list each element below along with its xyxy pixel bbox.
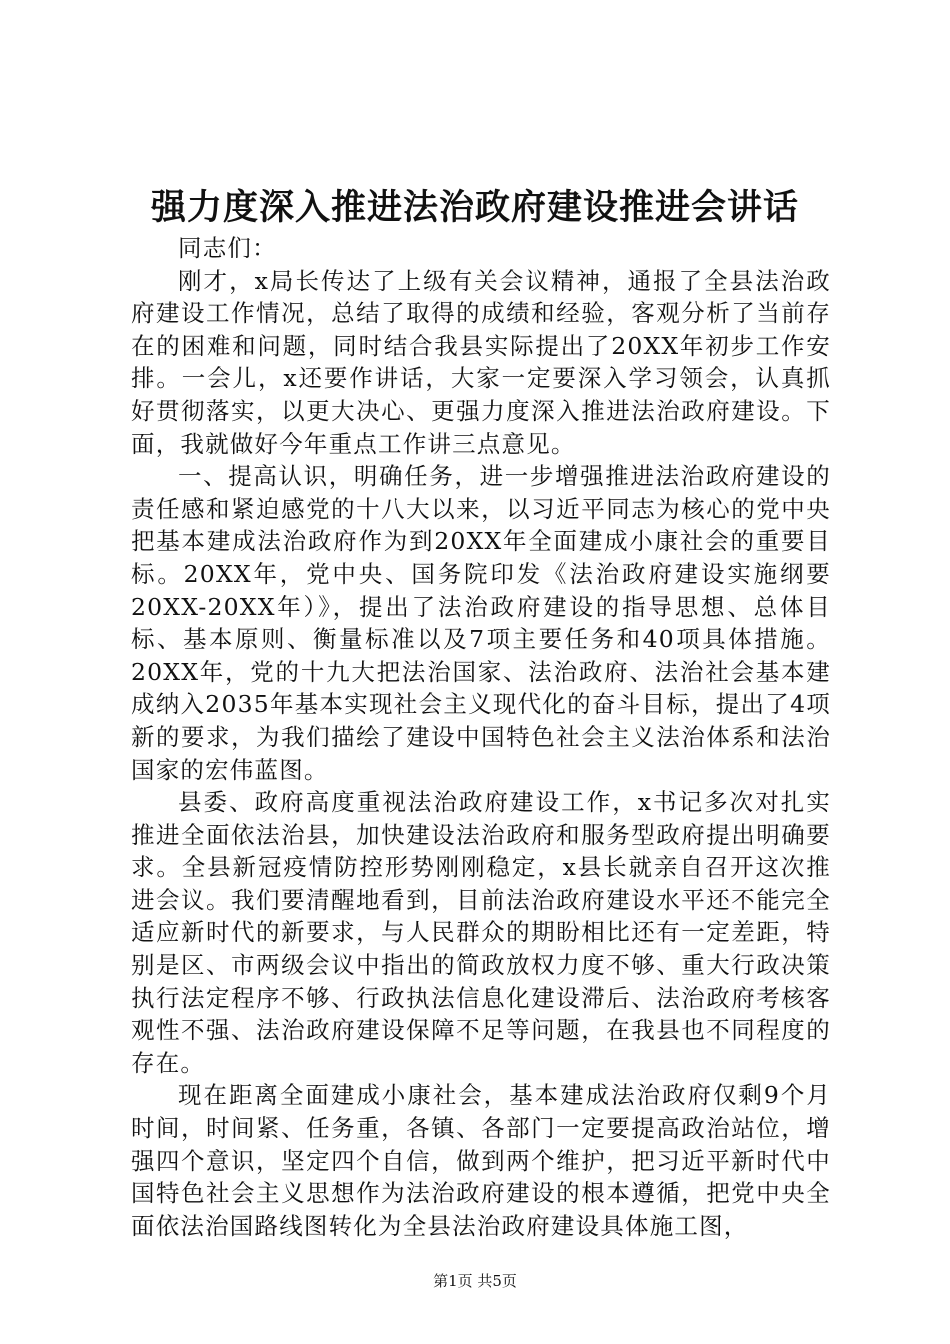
document-title: 强力度深入推进法治政府建设推进会讲话: [150, 187, 799, 228]
body-paragraph: 现在距离全面建成小康社会，基本建成法治政府仅剩9个月时间，时间紧、任务重，各镇、各部门一定要提高政治站位，增强四个意识，坚定四个自信，做到两个维护，把习近平新时代中国特色社会主义思想作为法治政府建设的根本遵循，把党中央全面依法治国路线图转化为全县法治政府建设具体施工图，: [131, 1081, 831, 1240]
salutation-paragraph: 同志们：: [178, 234, 277, 262]
body-paragraph: 刚才，x局长传达了上级有关会议精神，通报了全县法治政府建设工作情况，总结了取得的成绩和经验，客观分析了当前存在的困难和问题，同时结合我县实际提出了20XX年初步工作安排。一会儿，x还要作讲话，大家一定要深入学习领会，认真抓好贯彻落实，以更大决心、更强力度深入推进法治政府建设。下面，我就做好今年重点工作讲三点意见。: [131, 266, 831, 458]
document-body: [131, 232, 831, 1242]
body-paragraph: 县委、政府高度重视法治政府建设工作，x书记多次对扎实推进全面依法治县，加快建设法治政府和服务型政府提出明确要求。全县新冠疫情防控形势刚刚稳定，x县长就亲自召开这次推进会议。我们要清醒地看到，目前法治政府建设水平还不能完全适应新时代的新要求，与人民群众的期盼相比还有一定差距，特别是区、市两级会议中指出的简政放权力度不够、重大行政决策执行法定程序不够、行政执法信息化建设滞后、法治政府考核客观性不强、法治政府建设保障不足等问题，在我县也不同程度的存在。: [131, 788, 831, 1077]
body-paragraph: 一、提高认识，明确任务，进一步增强推进法治政府建设的责任感和紧迫感党的十八大以来，以习近平同志为核心的党中央把基本建成法治政府作为到20XX年全面建成小康社会的重要目标。20XX年，党中央、国务院印发《法治政府建设实施纲要20XX-20XX年）》，提出了法治政府建设的指导思想、总体目标、基本原则、衡量标准以及7项主要任务和40项具体措施。20XX年，党的十九大把法治国家、法治政府、法治社会基本建成纳入2035年基本实现社会主义现代化的奋斗目标，提出了4项新的要求，为我们描绘了建设中国特色社会主义法治体系和法治国家的宏伟蓝图。: [131, 462, 831, 784]
page-number-footer: 第1页 共5页: [433, 1272, 517, 1290]
